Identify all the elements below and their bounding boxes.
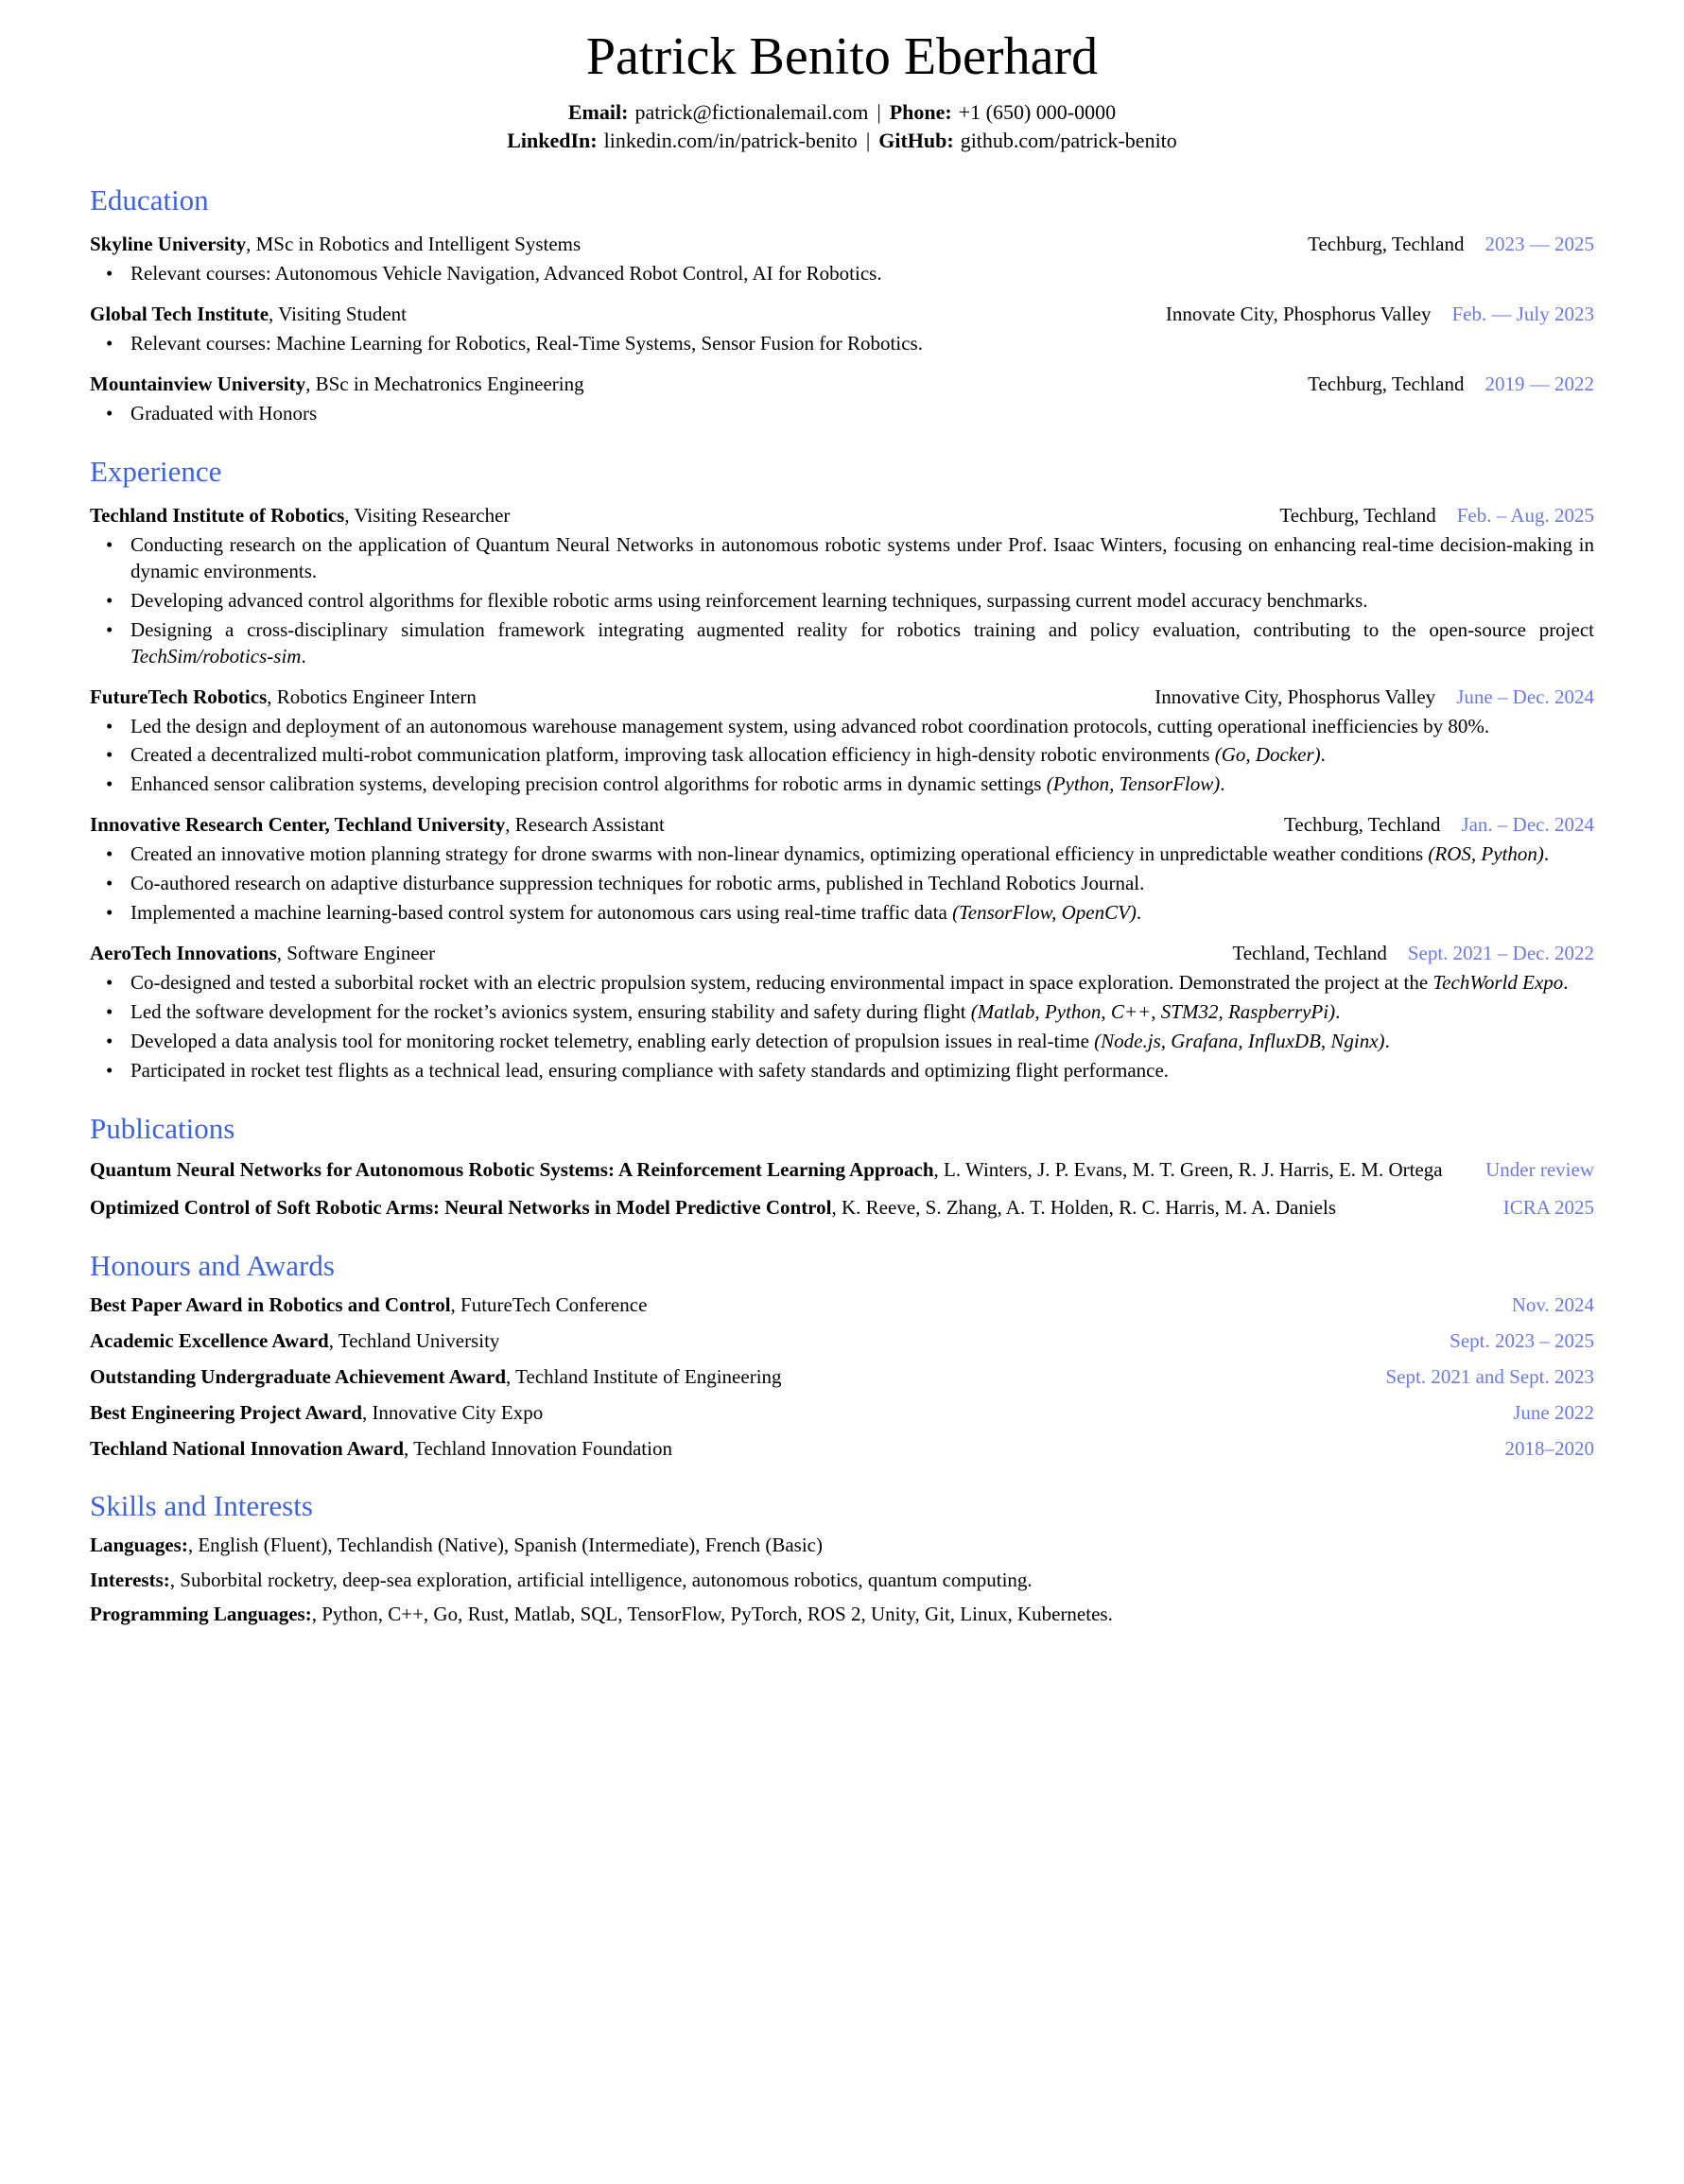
award-title: Best Paper Award in Robotics and Control (90, 1292, 451, 1316)
award-title: Outstanding Undergraduate Achievement Award (90, 1364, 507, 1388)
person-name: Patrick Benito Eberhard (585, 27, 1099, 86)
publication-status: ICRA 2025 (1502, 1195, 1594, 1219)
skill-text: , Python, C++, Go, Rust, Matlab, SQL, TensorFlow, PyTorch, ROS 2, Unity, Git, Linux, Kubernetes. (311, 1603, 1113, 1626)
bullet-item: • Participated in rocket test flights as a technical lead, ensuring compliance with safety standards and optimizing flight performance. (90, 1058, 1594, 1084)
award-entry (90, 1400, 1594, 1427)
email-value: patrick@fictionalemail.com (634, 99, 869, 124)
publication-authors: , L. Winters, J. P. Evans, M. T. Green, R. J. Harris, E. M. Ortega (933, 1157, 1443, 1181)
education-entry (90, 232, 1594, 287)
award-date: Sept. 2021 and Sept. 2023 (1385, 1364, 1594, 1388)
award-org: , Techland Institute of Engineering (506, 1364, 782, 1388)
date-range: June – Dec. 2024 (1456, 685, 1594, 708)
job-title: , Research Assistant (505, 813, 665, 837)
section-title-skills: Skills and Interests (90, 1489, 313, 1523)
bullet-item: • Co-authored research on adaptive disturbance suppression techniques for robotic arms, published in Techland Robotics Journal. (90, 871, 1594, 897)
location: Techland, Techland (1232, 942, 1387, 964)
entry-header (90, 503, 1594, 529)
skill-text: , Suborbital rocketry, deep-sea exploration, artificial intelligence, autonomous robotics, quantum computing. (169, 1568, 1033, 1591)
award-org: , Techland Innovation Foundation (404, 1436, 672, 1460)
section-title-education: Education (90, 183, 209, 217)
bullet-list (90, 261, 1594, 287)
contact-separator: | (877, 99, 881, 124)
bullet-item: • Led the software development for the rocket’s avionics system, ensuring stability and safety during flight (Matlab, Python, C++, STM32, RaspberryPi). (90, 999, 1594, 1026)
publication-entry (90, 1195, 1594, 1222)
company-name: AeroTech Innovations (90, 942, 277, 964)
company-name: FutureTech Robotics (90, 685, 268, 708)
section-title-experience: Experience (90, 454, 222, 488)
phone-value: +1 (650) 000-0000 (958, 99, 1117, 124)
publication-title: Optimized Control of Soft Robotic Arms: Neural Networks in Model Predictive Control (90, 1195, 832, 1219)
email-label: Email: (567, 99, 629, 124)
date-range: 2019 — 2022 (1484, 373, 1594, 396)
company-name: Techland Institute of Robotics (90, 504, 345, 528)
entry-header (90, 372, 1594, 398)
award-org: , Innovative City Expo (361, 1400, 544, 1424)
bullet-item: • Developing advanced control algorithms for flexible robotic arms using reinforcement learning techniques, surpassing current model accuracy benchmarks. (90, 588, 1594, 615)
award-date: Sept. 2023 – 2025 (1450, 1328, 1594, 1352)
bullet-list (90, 714, 1594, 799)
linkedin-label: LinkedIn: (507, 129, 598, 153)
experience-entry (90, 812, 1594, 927)
bullet-item: • Graduated with Honors (90, 401, 1594, 427)
contact-separator: | (865, 129, 871, 153)
skill-text: , English (Fluent), Techlandish (Native), Spanish (Intermediate), French (Basic) (187, 1533, 823, 1556)
award-date: Nov. 2024 (1511, 1292, 1594, 1316)
award-org: , Techland University (328, 1328, 500, 1352)
publication-entry (90, 1157, 1594, 1184)
entry-header (90, 812, 1594, 839)
bullet-item: • Conducting research on the application of Quantum Neural Networks in autonomous robotic systems under Prof. Isaac Winters, focusing on enhancing real-time decision-making in dynamic environments. (90, 532, 1594, 585)
award-title: Techland National Innovation Award (90, 1436, 405, 1460)
skill-line (90, 1533, 1594, 1559)
job-title: , Software Engineer (276, 942, 436, 964)
experience-entry (90, 503, 1594, 670)
bullet-list (90, 841, 1594, 927)
location: Innovate City, Phosphorus Valley (1165, 303, 1432, 326)
school-name: Global Tech Institute (90, 303, 269, 326)
bullet-item: • Created an innovative motion planning strategy for drone swarms with non-linear dynamics, optimizing operational efficiency in unpredictable weather conditions (ROS, Python). (90, 841, 1594, 868)
publication-status: Under review (1485, 1157, 1594, 1181)
bullet-item: • Implemented a machine learning-based control system for autonomous cars using real-time traffic data (TensorFlow, OpenCV). (90, 900, 1594, 927)
award-entry (90, 1292, 1594, 1319)
skill-line (90, 1602, 1594, 1628)
school-name: Mountainview University (90, 373, 306, 396)
date-range: Feb. — July 2023 (1451, 303, 1594, 326)
location: Techburg, Techland (1284, 813, 1441, 837)
github-value: github.com/patrick-benito (960, 129, 1177, 153)
publication-title: Quantum Neural Networks for Autonomous Robotic Systems: A Reinforcement Learning Approach (90, 1157, 934, 1181)
bullet-item: • Relevant courses: Autonomous Vehicle Navigation, Advanced Robot Control, AI for Robotics. (90, 261, 1594, 287)
phone-label: Phone: (889, 99, 952, 124)
bullet-list (90, 331, 1594, 357)
location: Techburg, Techland (1279, 504, 1436, 528)
award-entry (90, 1328, 1594, 1355)
award-title: Best Engineering Project Award (90, 1400, 362, 1424)
date-range: Sept. 2021 – Dec. 2022 (1407, 942, 1594, 964)
degree: , MSc in Robotics and Intelligent Systems (246, 233, 582, 256)
entry-header (90, 232, 1594, 258)
bullet-item: • Co-designed and tested a suborbital rocket with an electric propulsion system, reducing environmental impact in space exploration. Demonstrated the project at the TechWorld Expo. (90, 970, 1594, 997)
experience-entry (90, 941, 1594, 1084)
education-entry (90, 302, 1594, 357)
award-date: June 2022 (1513, 1400, 1594, 1424)
job-title: , Robotics Engineer Intern (267, 685, 477, 708)
location: Techburg, Techland (1308, 373, 1465, 396)
bullet-list (90, 970, 1594, 1084)
bullet-item: • Led the design and deployment of an autonomous warehouse management system, using advanced robot coordination protocols, cutting operational inefficiencies by 80%. (90, 714, 1594, 740)
experience-entry (90, 685, 1594, 799)
publication-authors: , K. Reeve, S. Zhang, A. T. Holden, R. C. Harris, M. A. Daniels (831, 1195, 1337, 1219)
linkedin-value: linkedin.com/in/patrick-benito (603, 129, 858, 153)
bullet-item: • Designing a cross-disciplinary simulation framework integrating augmented reality for robotics training and policy evaluation, contributing to the open-source project TechSim/robotics-sim. (90, 617, 1594, 670)
bullet-item: • Created a decentralized multi-robot communication platform, improving task allocation efficiency in high-density robotic environments (Go, Docker). (90, 742, 1594, 769)
education-entry (90, 372, 1594, 427)
entry-header (90, 302, 1594, 328)
degree: , BSc in Mechatronics Engineering (305, 373, 584, 396)
skill-label: Programming Languages: (90, 1603, 312, 1626)
bullet-item: • Enhanced sensor calibration systems, developing precision control algorithms for robotic arms in dynamic settings (Python, TensorFlow). (90, 771, 1594, 798)
bullet-item: • Relevant courses: Machine Learning for Robotics, Real-Time Systems, Sensor Fusion for Robotics. (90, 331, 1594, 357)
entry-header (90, 685, 1594, 711)
award-title: Academic Excellence Award (90, 1328, 329, 1352)
job-title: , Visiting Researcher (344, 504, 511, 528)
bullet-item: • Developed a data analysis tool for monitoring rocket telemetry, enabling early detection of propulsion issues in real-time (Node.js, Grafana, InfluxDB, Nginx). (90, 1029, 1594, 1055)
contact-line-1 (90, 98, 1594, 128)
school-name: Skyline University (90, 233, 247, 256)
location: Innovative City, Phosphorus Valley (1154, 685, 1436, 708)
location: Techburg, Techland (1308, 233, 1465, 256)
award-entry (90, 1364, 1594, 1391)
bullet-list (90, 532, 1594, 670)
skill-line (90, 1568, 1594, 1594)
company-name: Innovative Research Center, Techland University (90, 813, 506, 837)
skill-label: Languages: (90, 1533, 188, 1556)
skill-label: Interests: (90, 1568, 170, 1591)
award-entry (90, 1436, 1594, 1463)
date-range: Feb. – Aug. 2025 (1456, 504, 1594, 528)
award-date: 2018–2020 (1504, 1436, 1594, 1460)
degree: , Visiting Student (269, 303, 408, 326)
github-label: GitHub: (878, 129, 954, 153)
date-range: 2023 — 2025 (1484, 233, 1594, 256)
contact-line-2 (90, 127, 1594, 156)
section-title-publications: Publications (90, 1111, 235, 1145)
award-org: , FutureTech Conference (450, 1292, 648, 1316)
entry-header (90, 941, 1594, 967)
section-title-awards: Honours and Awards (90, 1248, 335, 1282)
date-range: Jan. – Dec. 2024 (1461, 813, 1594, 837)
bullet-list (90, 401, 1594, 427)
